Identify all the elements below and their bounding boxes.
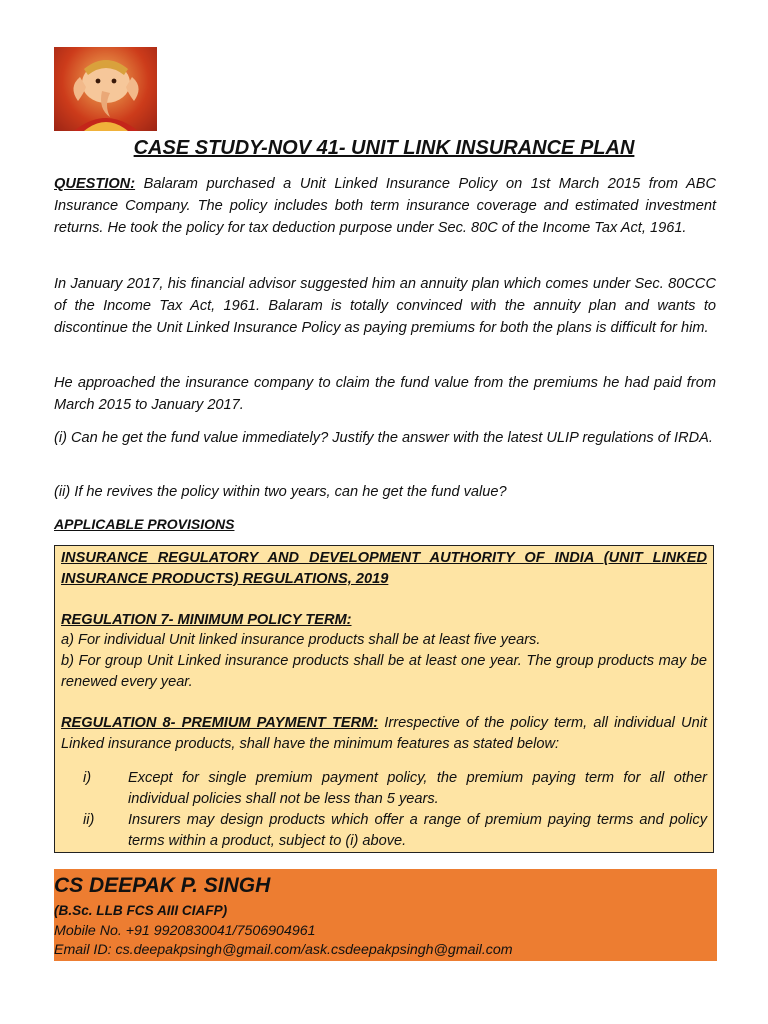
question-1: (i) Can he get the fund value immediately? Justify the answer with the latest ULIP regulations of IRDA. — [54, 430, 713, 446]
question-paragraph — [54, 173, 716, 239]
author-name: CS DEEPAK P. SINGH — [54, 874, 271, 897]
regulation-7-heading: REGULATION 7- MINIMUM POLICY TERM: — [61, 611, 352, 628]
provisions-box — [54, 545, 714, 853]
regulation-8-text: Irrespective of the policy term, all individual Unit Linked insurance products, shall have the minimum features as stated below: — [61, 714, 708, 752]
list-item — [61, 810, 707, 852]
author-mobile: Mobile No. +91 9920830041/7506904961 — [54, 923, 316, 939]
spacer — [61, 590, 707, 610]
spacer — [61, 693, 707, 713]
provisions-heading: APPLICABLE PROVISIONS — [54, 516, 235, 532]
question-2: (ii) If he revives the policy within two years, can he get the fund value? — [54, 484, 507, 500]
regulation-7-a: a) For individual Unit linked insurance products shall be at least five years. — [61, 632, 541, 649]
author-qualifications: (B.Sc. LLB FCS AIII CIAFP) — [54, 903, 228, 918]
regulation-8-list — [61, 768, 707, 851]
page-title: CASE STUDY-NOV 41- UNIT LINK INSURANCE PLAN — [133, 137, 635, 159]
question-label: QUESTION: — [54, 176, 136, 192]
list-item-text: Except for single premium payment policy, the premium paying term for all other individual policies shall not be less than 5 years. — [128, 770, 707, 808]
author-footer — [54, 869, 717, 961]
regulation-8-heading: REGULATION 8- PREMIUM PAYMENT TERM: — [61, 714, 379, 731]
ganesha-illustration — [54, 47, 157, 131]
paragraph-annuity: In January 2017, his financial advisor suggested him an annuity plan which comes under Sec. 80CCC of the Income Tax Act, 1961. Balaram is totally convinced with the annuity plan and wants to discontinue the Unit Linked Insurance Policy as paying premiums for both the plans is difficult for him. — [54, 276, 716, 336]
list-item-text: Insurers may design products which offer a range of premium paying terms and policy terms within a product, subject to (i) above. — [128, 811, 707, 849]
author-email: Email ID: cs.deepakpsingh@gmail.com/ask.csdeepakpsingh@gmail.com — [54, 942, 513, 958]
regulation-7-b: b) For group Unit Linked insurance products shall be at least one year. The group products may be renewed every year. — [61, 653, 707, 690]
ganesha-image — [54, 47, 157, 131]
list-item-number: ii) — [83, 811, 95, 828]
list-item-number: i) — [83, 770, 92, 787]
question-text: Balaram purchased a Unit Linked Insurance Policy on 1st March 2015 from ABC Insurance Company. The policy includes both term insurance coverage and estimated investment returns. He took the policy for tax deduction purpose under Sec. 80C of the Income Tax Act, 1961. — [54, 176, 716, 236]
regulations-header: INSURANCE REGULATORY AND DEVELOPMENT AUTHORITY OF INDIA (UNIT LINKED INSURANCE PRODUCTS) REGULATIONS, 2019 — [61, 550, 707, 587]
list-item — [61, 768, 707, 810]
paragraph-fund-claim: He approached the insurance company to claim the fund value from the premiums he had paid from March 2015 to January 2017. — [54, 375, 716, 413]
regulation-8-paragraph — [61, 713, 707, 755]
